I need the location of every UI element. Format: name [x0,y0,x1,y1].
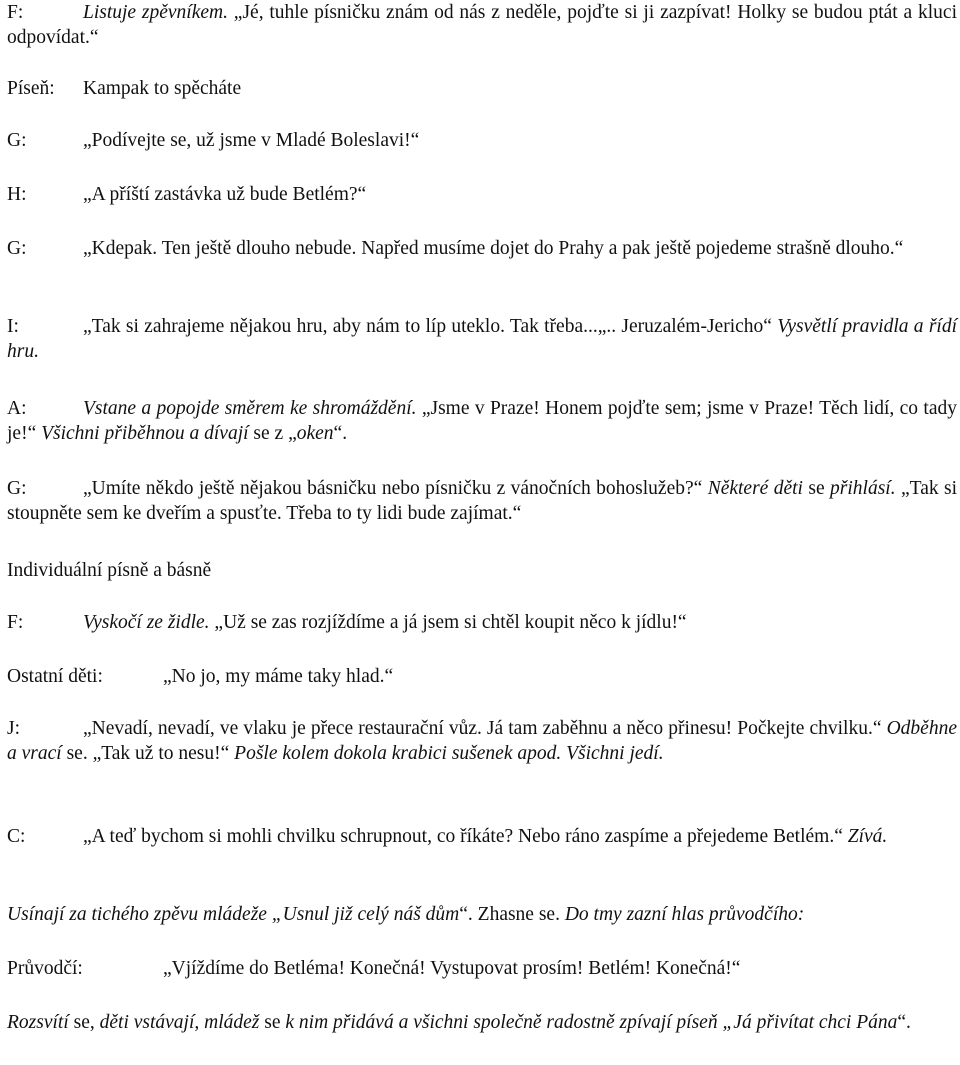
spoken-text: “. Zhasne se. [459,904,565,925]
spoken-text: „Tak si stoupněte sem ke dveřím a spusťte. Třeba to ty lidi bude zajímat.“ [7,478,958,524]
spoken-text: „Podívejte se, už jsme v Mladé Boleslavi!“ [83,130,420,151]
speaker-label: I: [7,316,19,337]
dialogue-paragraph [7,1010,957,1035]
stage-direction: přihlásí. [830,478,896,499]
dialogue-paragraph [7,824,957,849]
spoken-text: “. [333,423,348,444]
stage-direction: Odběhne a vrací [7,718,957,764]
stage-direction: děti vstávají, mládež [99,1012,260,1033]
stage-direction: Vysvětlí pravidla a řídí hru. [7,316,958,362]
spoken-text: “. [897,1012,911,1033]
spoken-text: „Umíte někdo ještě nějakou básničku nebo písničku z vánočních bohoslužeb?“ [83,478,708,499]
dialogue-paragraph [7,76,957,101]
stage-direction: Listuje zpěvníkem. [83,2,228,23]
stage-direction: Některé děti [707,478,803,499]
stage-direction: Pošle kolem dokola krabici sušenek apod. Všichni jedí. [234,743,664,764]
spoken-text: „Kdepak. Ten ještě dlouho nebude. Napřed musíme dojet do Prahy a pak ještě pojedeme strašně dlouho.“ [83,238,904,259]
stage-direction: k nim přidává a všichni společně radostně zpívají píseň „Já přivítat chci Pána [285,1012,898,1033]
speaker-label: Ostatní děti: [7,666,103,687]
spoken-text: „Jsme v Praze! Honem pojďte sem; jsme v Praze! Těch lidí, co tady je!“ [7,398,957,444]
stage-direction: Vyskočí ze židle. [83,612,210,633]
spoken-text: „Nevadí, nevadí, ve vlaku je přece restaurační vůz. Já tam zaběhnu a něco přinesu! Počkejte chvilku.“ [83,718,887,739]
dialogue-paragraph [7,182,957,207]
speaker-label: G: [7,238,27,259]
dialogue-paragraph [7,128,957,153]
spoken-text: „A teď bychom si mohli chvilku schrupnout, co říkáte? Nebo ráno zaspíme a přejedeme Betlém.“ [83,826,848,847]
dialogue-paragraph [7,610,957,635]
speaker-label: G: [7,130,27,151]
dialogue-paragraph [7,0,957,50]
spoken-text: „Jé, tuhle písničku znám od nás z neděle, pojďte si ji zazpívat! Holky se budou ptát a kluci odpovídat.“ [7,2,957,48]
spoken-text: „A příští zastávka už bude Betlém?“ [83,184,367,205]
spoken-text: se, [68,1012,100,1033]
speaker-label: Průvodčí: [7,958,83,979]
spoken-text: se [802,478,831,499]
speaker-label: F: [7,2,24,23]
stage-direction: Zívá. [847,826,888,847]
dialogue-paragraph [7,314,957,364]
spoken-text: „Tak si zahrajeme nějakou hru, aby nám to líp uteklo. Tak třeba...„.. Jeruzalém-Jericho“ [83,316,778,337]
spoken-text: „Vjíždíme do Betléma! Konečná! Vystupovat prosím! Betlém! Konečná!“ [163,958,741,979]
spoken-text: se. „Tak už to nesu!“ [61,743,235,764]
speaker-label: G: [7,478,27,499]
dialogue-paragraph [7,236,957,261]
spoken-text: se [259,1012,286,1033]
speaker-label: F: [7,612,24,633]
spoken-text: „No jo, my máme taky hlad.“ [163,666,394,687]
spoken-text: „Už se zas rozjíždíme a já jsem si chtěl koupit něco k jídlu!“ [209,612,687,633]
spoken-text: Individuální písně a básně [7,560,212,581]
spoken-text: se z „ [248,423,297,444]
stage-direction: Všichni přiběhnou a dívají [41,423,249,444]
spoken-text: Kampak to spěcháte [83,78,242,99]
dialogue-paragraph [7,476,957,526]
speaker-label: J: [7,718,21,739]
stage-direction: Usínají za tichého zpěvu mládeže „Usnul již celý náš dům [7,904,460,925]
speaker-label: C: [7,826,26,847]
stage-direction: Rozsvítí [7,1012,69,1033]
stage-direction: oken [296,423,334,444]
speaker-label: Píseň: [7,78,55,99]
speaker-label: A: [7,398,27,419]
dialogue-paragraph [7,956,957,981]
dialogue-paragraph [7,902,957,927]
dialogue-paragraph [7,716,957,766]
stage-direction: Vstane a popojde směrem ke shromáždění. [83,398,417,419]
speaker-label: H: [7,184,27,205]
stage-direction: Do tmy zazní hlas průvodčího: [564,904,805,925]
dialogue-paragraph [7,396,957,446]
dialogue-paragraph [7,664,957,689]
dialogue-paragraph [7,558,957,583]
